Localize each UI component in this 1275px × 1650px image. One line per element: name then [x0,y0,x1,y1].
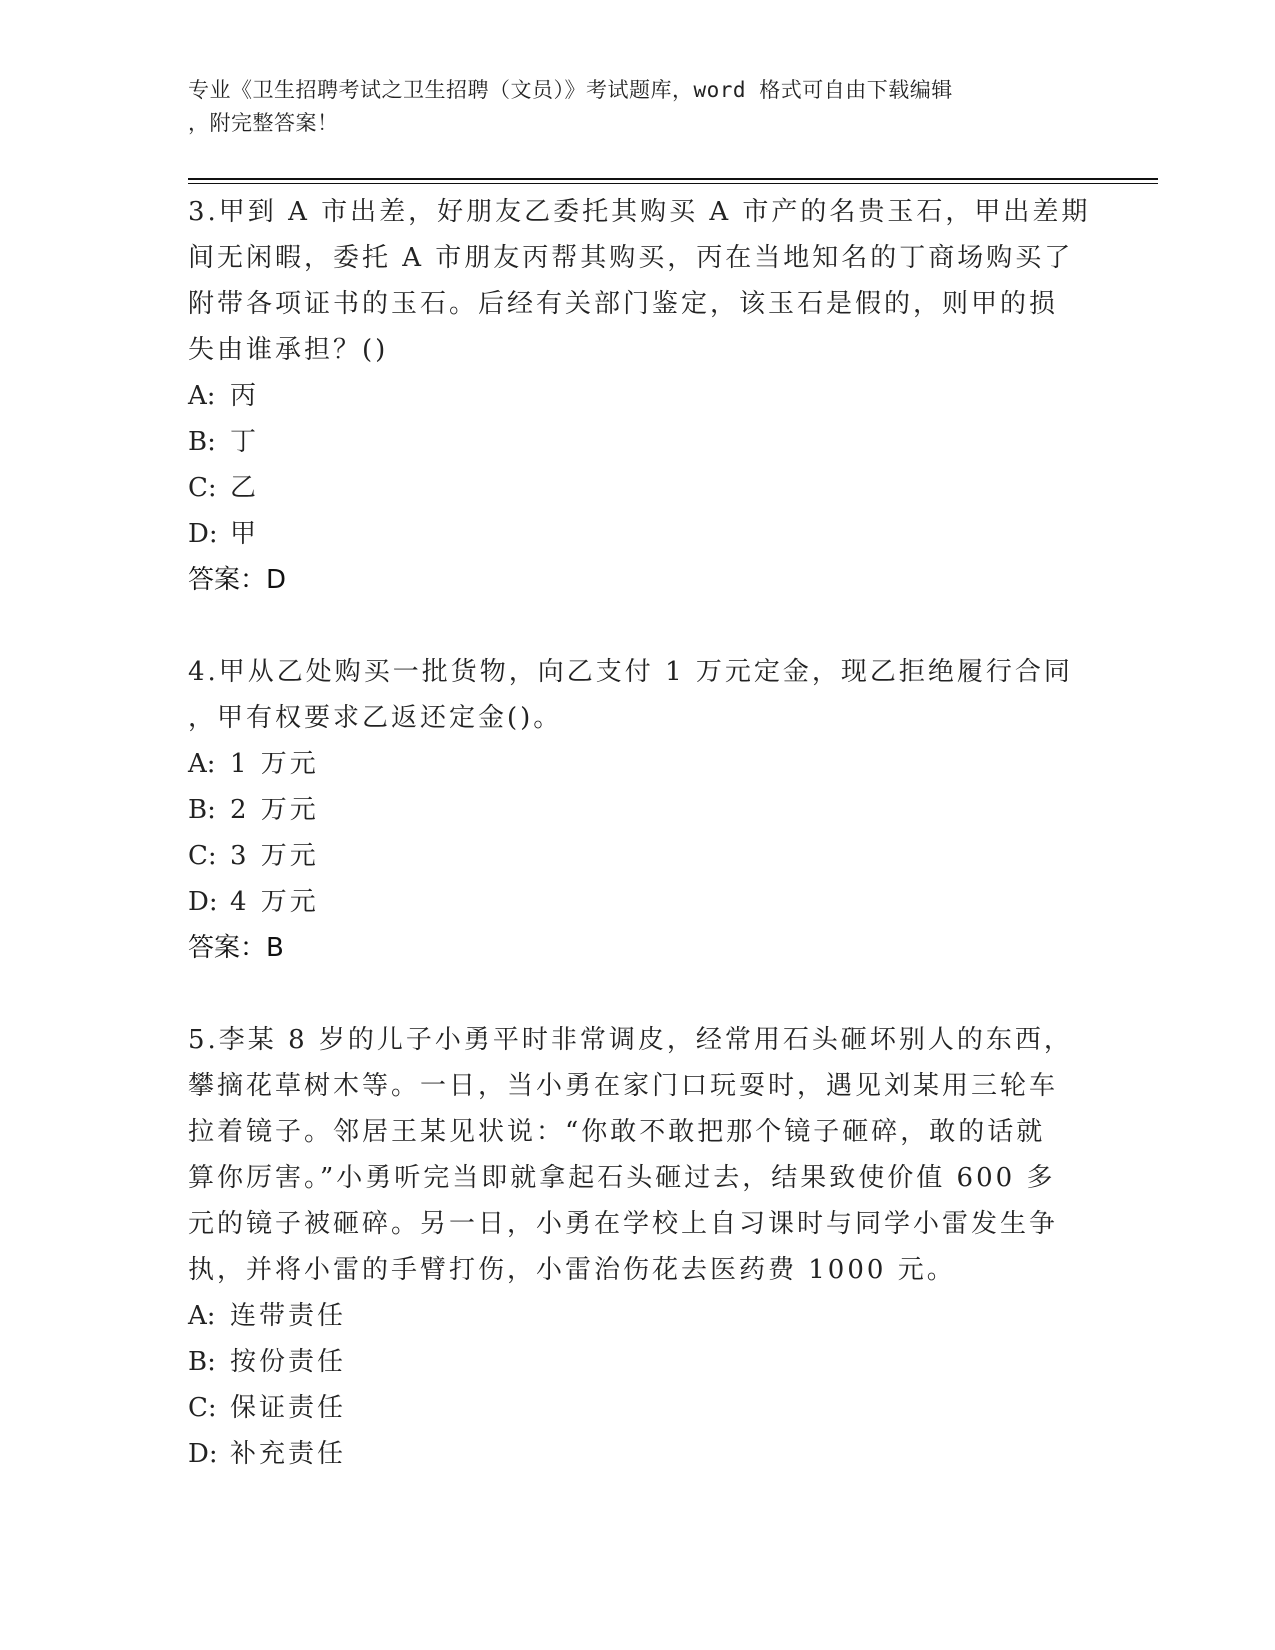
question-3 [188,189,1091,603]
question-5-line-5: 元的镜子被砸碎。另一日，小勇在学校上自习课时与同学小雷发生争 [188,1209,1059,1239]
question-5-line-2: 攀摘花草树木等。一日，当小勇在家门口玩耍时，遇见刘某用三轮车 [188,1071,1059,1101]
option-key: B: [188,1347,216,1377]
option-key: D: [188,887,218,917]
header-divider-thick [188,178,1158,180]
option-text: 丙 [230,381,260,411]
question-4-line-1: 4.甲从乙处购买一批货物，向乙支付 1 万元定金，现乙拒绝履行合同 [188,657,1073,687]
question-4-option-a [188,741,1068,787]
option-text: 按份责任 [230,1347,347,1377]
option-text: 2 万元 [230,795,319,825]
question-4-line-2: ，甲有权要求乙返还定金()。 [188,703,563,733]
option-key: C: [188,473,217,503]
question-3-text [188,189,1091,373]
question-3-option-a [188,373,1068,419]
question-3-option-b [188,419,1068,465]
question-4-answer: 答案：B [188,933,284,963]
question-4-option-d [188,879,1068,925]
question-spacer [188,971,1068,1017]
question-4 [188,649,1073,971]
question-5-option-b [188,1339,1068,1385]
question-5-option-d [188,1431,1068,1477]
question-5-line-1: 5.李某 8 岁的儿子小勇平时非常调皮，经常用石头砸坏别人的东西， [188,1025,1073,1055]
header-divider-thin [188,183,1158,184]
question-3-line-3: 附带各项证书的玉石。后经有关部门鉴定，该玉石是假的，则甲的损 [188,289,1059,319]
question-3-option-c [188,465,1068,511]
question-5 [188,1017,1073,1477]
option-key: B: [188,795,216,825]
question-4-text [188,649,1073,741]
question-5-option-a [188,1293,1068,1339]
question-3-option-d [188,511,1068,557]
option-text: 1 万元 [230,749,319,779]
document-header [188,74,1068,140]
option-text: 4 万元 [230,887,319,917]
question-3-answer: 答案：D [188,565,287,595]
option-key: D: [188,519,218,549]
option-text: 乙 [230,473,260,503]
option-text: 补充责任 [230,1439,347,1469]
question-5-option-c [188,1385,1068,1431]
question-3-line-1: 3.甲到 A 市出差，好朋友乙委托其购买 A 市产的名贵玉石，甲出差期 [188,197,1091,227]
option-key: C: [188,841,217,871]
option-key: A: [188,381,216,411]
header-line-1: 专业《卫生招聘考试之卫生招聘（文员）》考试题库，word 格式可自由下载编辑 [188,78,953,102]
question-3-line-2: 间无闲暇，委托 A 市朋友丙帮其购买，丙在当地知名的丁商场购买了 [188,243,1074,273]
question-5-line-4: 算你厉害。”小勇听完当即就拿起石头砸过去，结果致使价值 600 多 [188,1163,1056,1193]
question-5-line-3: 拉着镜子。邻居王某见状说：“你敢不敢把那个镜子砸碎，敢的话就 [188,1117,1046,1147]
question-list [188,189,1091,1477]
option-text: 3 万元 [230,841,319,871]
question-4-option-c [188,833,1068,879]
question-5-line-6: 执，并将小雷的手臂打伤，小雷治伤花去医药费 1000 元。 [188,1255,956,1285]
option-text: 甲 [230,519,260,549]
option-key: B: [188,427,216,457]
option-key: D: [188,1439,218,1469]
option-key: A: [188,1301,216,1331]
question-5-text [188,1017,1073,1293]
option-key: C: [188,1393,217,1423]
option-text: 丁 [230,427,260,457]
question-4-option-b [188,787,1068,833]
question-3-line-4: 失由谁承担？() [188,335,389,365]
header-line-2: ，附完整答案！ [188,111,339,135]
option-key: A: [188,749,216,779]
option-text: 保证责任 [230,1393,347,1423]
option-text: 连带责任 [230,1301,347,1331]
question-spacer [188,603,1068,649]
